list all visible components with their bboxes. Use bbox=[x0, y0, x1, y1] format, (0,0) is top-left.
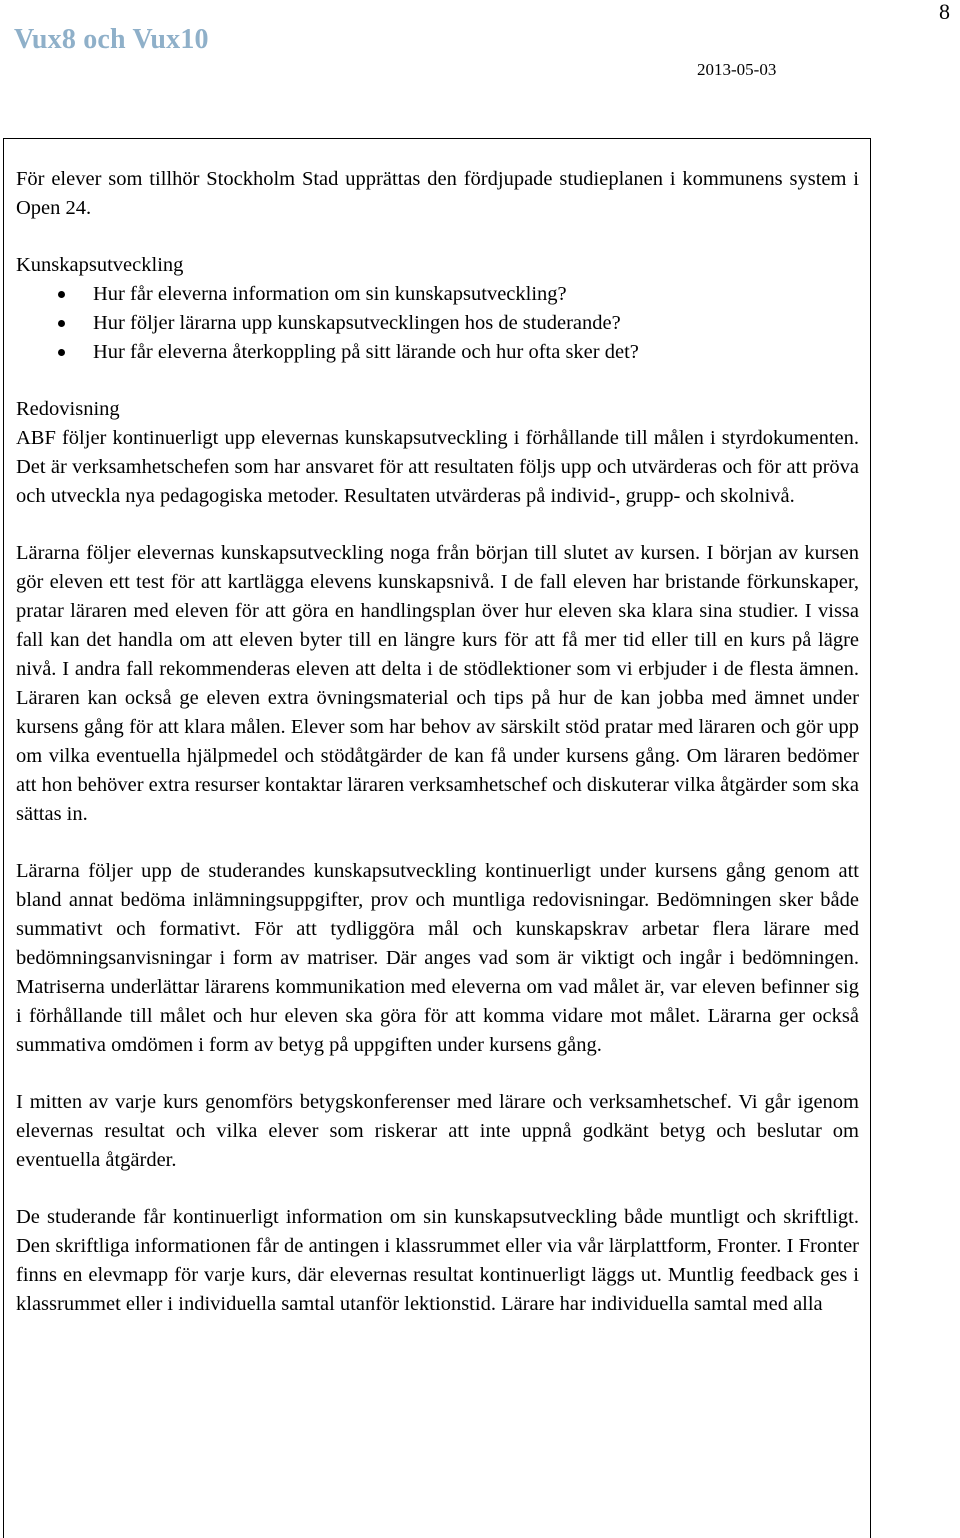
page-number: 8 bbox=[939, 0, 950, 24]
body-paragraph: I mitten av varje kurs genomförs betygskonferenser med lärare och verksamhetschef. Vi går igenom elevernas resultat och vilka elever som riskerar att inte uppnå godkänt betyg och beslutar om eventuella åtgärder. bbox=[16, 1091, 859, 1171]
intro-paragraph: För elever som tillhör Stockholm Stad upprättas den fördjupade studieplanen i kommunens system i Open 24. bbox=[16, 168, 859, 219]
body-paragraph: Lärarna följer elevernas kunskapsutveckling noga från början till slutet av kursen. I början av kursen gör eleven ett test för att kartlägga elevens kunskapsnivå. I de fall eleven har bristande förkunskaper, pratar läraren med eleven för att göra en handlingsplan över hur eleven ska klara sina studier. I vissa fall kan det handla om att eleven byter till en längre kurs för att få mer tid eller till en kurs på lägre nivå. I andra fall rekommenderas eleven att delta i de stödlektioner som vi erbjuder i de flesta ämnen. Läraren kan också ge eleven extra övningsmaterial och tips på hur de kan jobba med ämnet under kursens gång för att klara målen. Elever som har behov av särskilt stöd pratar med läraren och gör upp om vilka eventuella hjälpmedel och stödåtgärder de kan få under kursens gång. Om läraren bedömer att hon behöver extra resurser kontaktar läraren verksamhetschef och diskuterar vilka åtgärder som ska sättas in. bbox=[16, 542, 860, 825]
document-title: Vux8 och Vux10 bbox=[14, 24, 209, 55]
content-box bbox=[3, 138, 871, 1538]
section-heading-redovisning: Redovisning bbox=[16, 398, 120, 420]
body-paragraph: De studerande får kontinuerligt information om sin kunskapsutveckling både muntligt och skriftligt. Den skriftliga informationen får de antingen i klassrummet eller via vår lärplattform, Fronter. I Fronter finns en elevmapp för varje kurs, där elevernas resultat kontinuerligt läggs ut. Muntlig feedback ges i klassrummet eller i individuella samtal utanför lektionstid. Lärare har individuella samtal med alla bbox=[16, 1206, 859, 1315]
list-item-text: Hur får eleverna information om sin kunskapsutveckling? bbox=[93, 283, 567, 305]
list-item bbox=[93, 280, 859, 309]
body-paragraph: Lärarna följer upp de studerandes kunskapsutveckling kontinuerligt under kursens gång genom att bland annat bedöma inlämningsuppgifter, prov och muntliga redovisningar. Bedömningen sker både summativt och formativt. För att tydliggöra mål och kunskapskrav arbetar flera lärare med bedömningsanvisningar i form av matriser. Där anges vad som är viktigt och ingår i bedömningen. Matriserna underlättar lärarens kommunikation med eleverna om vad målet är, var eleven befinner sig i förhållande till målet och hur eleven ska göra för att komma vidare mot målet. Lärarna ger också summativa omdömen i form av betyg på uppgiften under kursens gång. bbox=[16, 860, 859, 1056]
list-item bbox=[93, 309, 859, 338]
bullet-icon bbox=[58, 320, 65, 327]
list-item-text: Hur får eleverna återkoppling på sitt lärande och hur ofta sker det? bbox=[93, 341, 639, 363]
list-item-text: Hur följer lärarna upp kunskapsutvecklingen hos de studerande? bbox=[93, 312, 621, 334]
section-heading-kunskapsutveckling: Kunskapsutveckling bbox=[16, 254, 184, 276]
list-item bbox=[93, 338, 859, 367]
bullet-icon bbox=[58, 349, 65, 356]
redovisning-paragraph: ABF följer kontinuerligt upp elevernas kunskapsutveckling i förhållande till målen i styrdokumenten. Det är verksamhetschefen som har ansvaret för att resultaten följs upp och utvärderas och för att pröva och utveckla nya pedagogiska metoder. Resultaten utvärderas på individ-, grupp- och skolnivå. bbox=[16, 427, 859, 507]
question-list bbox=[16, 280, 859, 367]
bullet-icon bbox=[58, 291, 65, 298]
document-date: 2013-05-03 bbox=[697, 60, 777, 79]
